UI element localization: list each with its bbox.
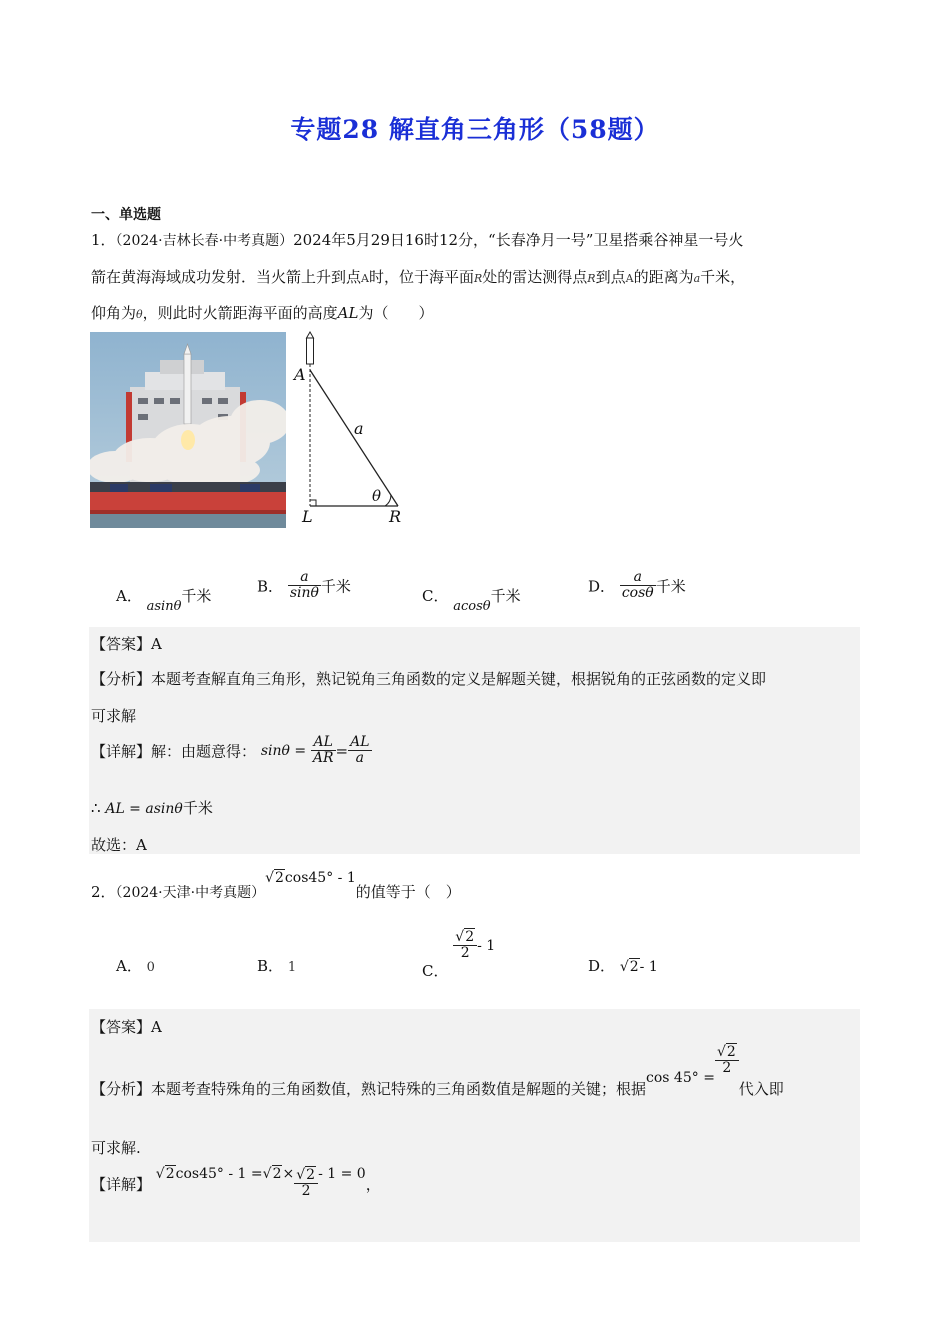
q2-option-d[interactable]: D． √2- 1 xyxy=(588,957,658,975)
q2-analysis-label: 【分析】 xyxy=(91,1079,152,1098)
q1-therefore-expr: AL = asinθ xyxy=(105,801,183,817)
q2-analysis-fraction: $\frac{√2}{2}$ xyxy=(715,1045,739,1077)
q1-detail-f1-num: AL xyxy=(311,735,336,751)
q1-text-2c: 处的雷达测得点 xyxy=(482,268,588,286)
q1-option-b-fraction xyxy=(288,570,321,602)
q2-analysis-line-2: 可求解. xyxy=(91,1139,141,1157)
q1-option-c-expr: acosθ xyxy=(453,599,491,614)
q1-answer-value: A xyxy=(151,635,162,653)
q1-detail-f1-den: AR xyxy=(312,750,334,767)
q1-text-3c: 为（ ） xyxy=(358,304,434,322)
q2-option-c-fraction: $\frac{√2}{2}$ xyxy=(453,930,477,962)
q2-option-d-letter: D． xyxy=(588,957,616,975)
q1-option-c-unit: 千米 xyxy=(490,587,521,605)
q1-detail-fraction-2 xyxy=(348,735,371,767)
q1-detail-label: 【详解】 xyxy=(91,742,152,761)
q2-option-b[interactable] xyxy=(257,955,296,976)
q2-detail-label: 【详解】 xyxy=(91,1175,152,1194)
q1-option-d-den: cosθ xyxy=(621,585,654,602)
q1-number: 1． xyxy=(91,231,116,249)
q2-detail-line xyxy=(91,1165,381,1200)
q1-option-c-letter: C． xyxy=(422,587,449,605)
q2-expression: √2cos45° - 1 xyxy=(265,870,356,886)
q1-option-d-unit: 千米 xyxy=(655,577,686,596)
q2-analysis-expr: cos 45° = xyxy=(646,1069,715,1086)
figure-label-A: A xyxy=(294,365,306,384)
q2-option-d-rest: - 1 xyxy=(639,959,658,975)
q1-analysis-label: 【分析】 xyxy=(91,670,152,688)
q1-sym-AL: AL xyxy=(337,304,359,322)
q1-option-a-letter: A． xyxy=(116,587,142,605)
q2-analysis-text-1: 本题考查特殊角的三角函数值，熟记特殊的三角函数值是解题的关键；根据 xyxy=(151,1079,647,1098)
q1-line-2 xyxy=(91,266,745,287)
q2-detail-den: 2 xyxy=(301,1183,311,1200)
q1-analysis-line-2: 可求解 xyxy=(91,707,137,725)
page-title: 专题28 解直角三角形（58题） xyxy=(290,115,660,144)
q1-analysis-text-1: 本题考查解直角三角形，熟记锐角三角函数的定义是解题关键，根据锐角的正弦函数的定义即 xyxy=(151,670,767,688)
q2-detail-fraction: $\frac{√2}{2}$ xyxy=(294,1168,318,1200)
q1-text-2b: 时，位于海平面 xyxy=(368,268,474,286)
q1-text-2d: 到点 xyxy=(595,268,626,286)
figure-label-theta: θ xyxy=(372,487,382,505)
q1-source: （2024·吉林长春·中考真题） xyxy=(115,233,294,249)
q1-detail-line xyxy=(91,735,372,767)
q1-answer xyxy=(91,633,162,654)
q2-line xyxy=(91,866,461,901)
q1-option-a-expr: asinθ xyxy=(146,599,182,614)
q1-option-a[interactable] xyxy=(116,585,212,614)
q2-option-c-radicand: 2 xyxy=(465,929,475,945)
q1-detail-fraction-1 xyxy=(311,735,336,767)
q2-answer-label: 【答案】 xyxy=(91,1018,152,1036)
q1-text-2f: 千米， xyxy=(700,268,746,286)
q2-answer-value: A xyxy=(151,1018,162,1036)
q1-analysis-line-1 xyxy=(91,668,766,689)
q2-analysis-line-1 xyxy=(91,1044,784,1098)
q2-option-c[interactable] xyxy=(422,929,496,980)
q1-option-b-letter: B． xyxy=(257,577,284,596)
q1-option-b-num: a xyxy=(288,570,321,586)
q2-option-c-den: 2 xyxy=(460,945,470,962)
q1-sym-theta: θ xyxy=(136,308,143,321)
q1-option-b[interactable] xyxy=(257,570,351,602)
q2-option-b-value: 1 xyxy=(287,960,297,975)
q1-text-1: 2024年5月29日16时12分，“长春净月一号”卫星搭乘谷神星一号火 xyxy=(293,231,744,249)
q1-option-d-fraction xyxy=(620,570,656,602)
q1-option-b-den: sinθ xyxy=(289,585,319,602)
q2-detail-radicand-2: 2 xyxy=(272,1165,282,1182)
q2-detail-times: × xyxy=(282,1165,295,1182)
q2-detail-part-2: - 1 = 0 xyxy=(318,1165,366,1182)
q1-therefore-symbol: ∴ xyxy=(91,799,101,817)
q2-option-a-letter: A． xyxy=(116,957,142,975)
q1-text-2e: 的距离为 xyxy=(633,268,694,286)
q2-analysis-radicand: 2 xyxy=(726,1044,736,1060)
q1-line-1 xyxy=(91,229,743,250)
q2-option-c-rest: - 1 xyxy=(477,937,496,954)
q2-analysis-den: 2 xyxy=(722,1060,732,1077)
q2-option-d-radicand: 2 xyxy=(629,959,639,975)
q2-detail-radicand-1: 2 xyxy=(165,1165,175,1182)
q1-therefore-unit: 千米 xyxy=(182,799,213,817)
q2-option-a[interactable] xyxy=(116,955,155,976)
q1-detail-intro: 解：由题意得： xyxy=(151,742,257,761)
q1-choose: 故选：A xyxy=(91,836,147,854)
right-triangle-figure xyxy=(292,330,412,530)
q2-expr-rest: cos45° - 1 xyxy=(284,870,356,886)
q1-option-c[interactable] xyxy=(422,585,521,614)
q1-detail-f2-num: AL xyxy=(350,734,370,750)
q1-sym-a: a xyxy=(693,272,701,285)
q1-option-a-unit: 千米 xyxy=(181,587,212,605)
q1-answer-label: 【答案】 xyxy=(91,635,152,653)
q2-tail: 的值等于（ ） xyxy=(355,883,461,901)
figure-label-R: R xyxy=(389,507,402,526)
q1-detail-f2-den: a xyxy=(355,750,365,767)
q2-expr-radicand: 2 xyxy=(275,870,284,886)
q1-text-3a: 仰角为 xyxy=(91,304,137,322)
q1-sym-R: R xyxy=(473,272,483,285)
q2-detail-expr-1: √2cos45° - 1 =√2× xyxy=(155,1165,295,1182)
q1-sym-A: A xyxy=(361,272,369,285)
q1-text-2a: 箭在黄海海域成功发射．当火箭上升到点 xyxy=(91,268,362,286)
q2-solution-box xyxy=(89,1009,860,1242)
q1-text-3b: ，则此时火箭距海平面的高度 xyxy=(142,304,338,322)
q1-option-d[interactable] xyxy=(588,570,686,602)
q1-sym-A-2: A xyxy=(625,272,634,285)
q1-therefore-line xyxy=(91,797,213,818)
rocket-launch-photo xyxy=(90,332,286,528)
q2-detail-frac-radicand: 2 xyxy=(306,1167,316,1183)
q2-detail-end: ， xyxy=(365,1175,381,1194)
q1-line-3 xyxy=(91,302,433,323)
figure-label-L: L xyxy=(302,507,313,526)
q2-answer xyxy=(91,1016,162,1037)
q1-option-d-letter: D． xyxy=(588,577,616,596)
q1-detail-sin: sinθ = xyxy=(260,742,307,759)
figure-label-a: a xyxy=(354,419,364,438)
q1-option-d-num: a xyxy=(620,570,656,586)
q1-detail-eq: = xyxy=(335,741,349,760)
q2-option-c-letter: C． xyxy=(422,961,449,980)
q2-option-b-letter: B． xyxy=(257,957,284,975)
section-heading: 一、单选题 xyxy=(91,207,161,223)
q2-number: 2． xyxy=(91,883,116,901)
q2-detail-part-1: cos45° - 1 = xyxy=(175,1165,263,1182)
q2-analysis-tail: 代入即 xyxy=(738,1079,784,1098)
q1-option-b-unit: 千米 xyxy=(320,577,351,596)
q2-source: （2024·天津·中考真题） xyxy=(115,885,266,901)
q1-sym-R-2: R xyxy=(587,272,596,285)
q2-option-a-value: 0 xyxy=(146,960,155,975)
